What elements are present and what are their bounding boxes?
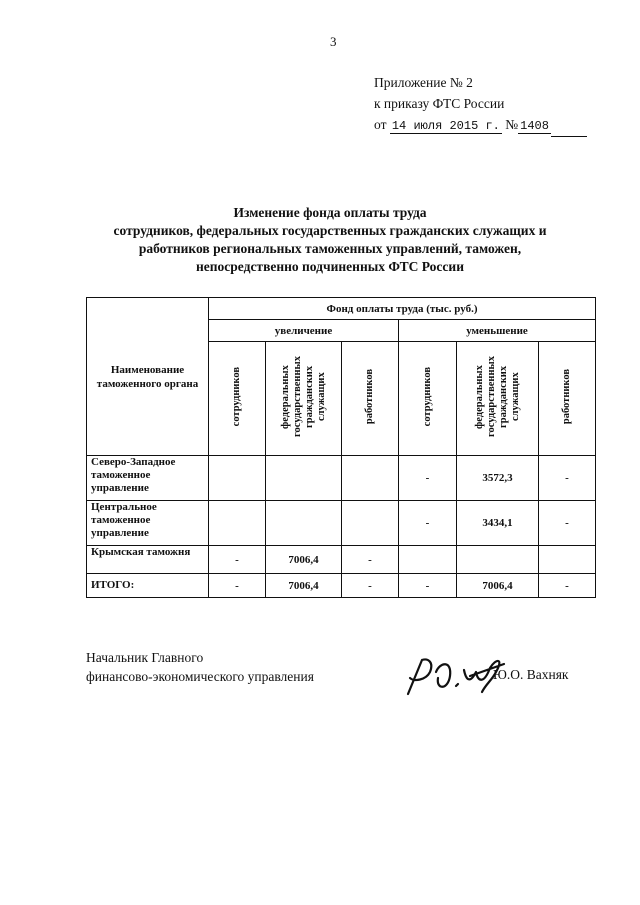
date-prefix: от [374, 117, 387, 132]
header-inc-civil [266, 342, 342, 456]
header-dec-workers-label: работников [561, 369, 572, 425]
appendix-block [374, 72, 587, 137]
cell-inc-civil: 7006,4 [266, 546, 342, 574]
total-inc-employees: - [209, 574, 266, 598]
cell-inc-employees: - [209, 546, 266, 574]
cell-dec-civil: 3434,1 [457, 501, 539, 546]
order-number: 1408 [520, 119, 549, 133]
cell-dec-employees: - [399, 501, 457, 546]
table-row [87, 546, 596, 574]
cell-inc-workers: - [342, 546, 399, 574]
header-inc-workers [342, 342, 399, 456]
page-number: 3 [330, 34, 337, 49]
signatory-position [86, 648, 314, 686]
total-inc-workers: - [342, 574, 399, 598]
cell-dec-civil: 3572,3 [457, 456, 539, 501]
cell-dec-employees: - [399, 456, 457, 501]
title-line1: Изменение фонда оплаты труда [233, 205, 427, 220]
position-line1: Начальник Главного [86, 650, 204, 665]
cell-inc-employees [209, 501, 266, 546]
cell-dec-employees [399, 546, 457, 574]
header-inc-workers-label: работников [364, 369, 375, 425]
cell-inc-civil [266, 456, 342, 501]
cell-inc-workers [342, 456, 399, 501]
table-row [87, 501, 596, 546]
total-inc-civil: 7006,4 [266, 574, 342, 598]
document-title [60, 204, 600, 276]
header-inc-employees [209, 342, 266, 456]
order-date: 14 июля 2015 г. [391, 119, 500, 133]
header-inc-civil-label: федеральных государственных гражданских служащих [279, 356, 327, 438]
row-name: Центральное таможенное управление [87, 501, 209, 546]
cell-dec-civil [457, 546, 539, 574]
title-line3: работников региональных таможенных управлений, таможен, [138, 241, 522, 256]
cell-dec-workers [539, 546, 596, 574]
header-dec-workers [539, 342, 596, 456]
header-increase: увеличение [209, 320, 399, 342]
table-row [87, 456, 596, 501]
cell-dec-workers: - [539, 456, 596, 501]
header-dec-employees-label: сотрудников [421, 367, 433, 427]
cell-inc-civil [266, 501, 342, 546]
signature-icon [400, 650, 508, 700]
header-dec-civil-label: федеральных государственных гражданских служащих [473, 356, 521, 438]
row-name: Северо-Западное таможенное управление [87, 456, 209, 501]
total-dec-employees: - [399, 574, 457, 598]
header-dec-employees [399, 342, 457, 456]
position-line2: финансово-экономического управления [86, 669, 314, 684]
total-dec-workers: - [539, 574, 596, 598]
signer-name: Ю.О. Вахняк [493, 667, 569, 682]
fund-table [86, 297, 596, 598]
header-inc-employees-label: сотрудников [231, 367, 242, 427]
header-dec-civil [457, 342, 539, 456]
total-label: ИТОГО: [87, 574, 209, 598]
cell-inc-workers [342, 501, 399, 546]
header-fund: Фонд оплаты труда (тыс. руб.) [209, 298, 596, 320]
title-line4: непосредственно подчиненных ФТС России [196, 259, 464, 274]
appendix-line2: к приказу ФТС России [374, 96, 505, 111]
row-name: Крымская таможня [87, 546, 209, 574]
cell-inc-employees [209, 456, 266, 501]
number-underline [551, 136, 587, 137]
number-prefix: № [505, 117, 519, 132]
appendix-line1: Приложение № 2 [374, 75, 473, 90]
title-line2: сотрудников, федеральных государственных гражданских служащих и [113, 223, 547, 238]
header-decrease: уменьшение [399, 320, 596, 342]
appendix-date-line [374, 114, 587, 137]
header-org-name: Наименование таможенного органа [87, 298, 209, 456]
total-row [87, 574, 596, 598]
total-dec-civil: 7006,4 [457, 574, 539, 598]
cell-dec-workers: - [539, 501, 596, 546]
